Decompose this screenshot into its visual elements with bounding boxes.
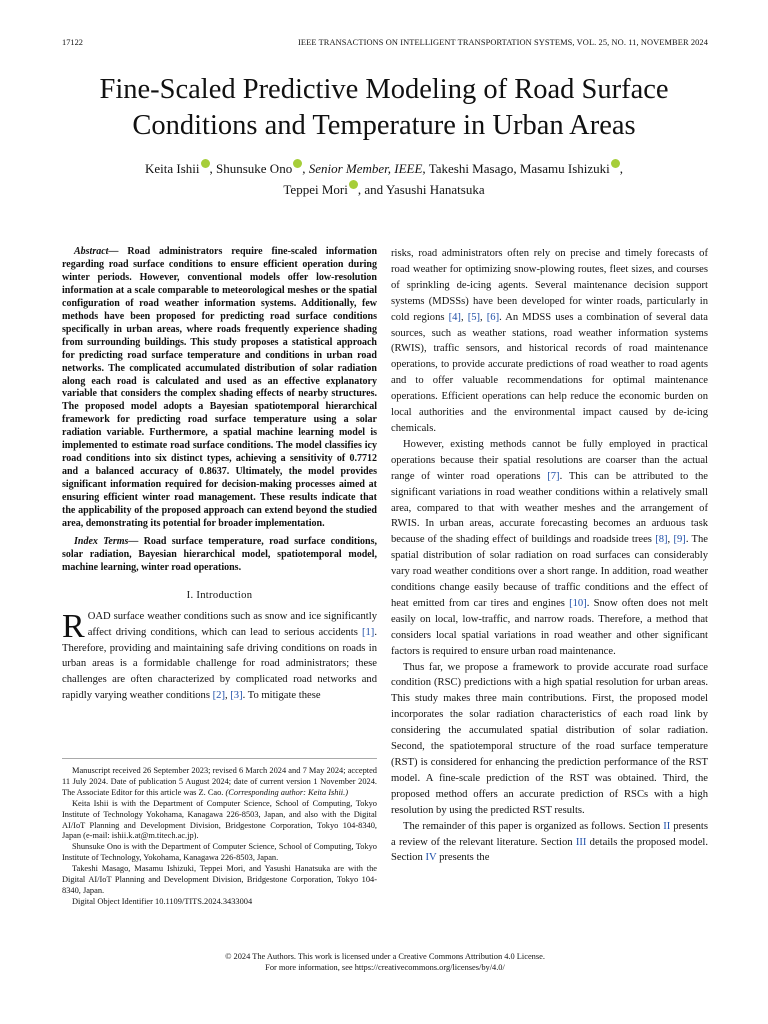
journal-name: IEEE TRANSACTIONS ON INTELLIGENT TRANSPORTATION SYSTEMS, VOL. 25, NO. 11, NOVEMBER 2024 <box>298 38 708 47</box>
footnotes <box>62 766 377 908</box>
footnote-affiliation: Takeshi Masago, Masamu Ishizuki, Teppei Mori, and Yasushi Hanatsuka are with the Digital AI/IoT Planning and Development Division, Bridgestone Corporation, Tokyo 104-8340, Japan. <box>62 864 377 895</box>
citation-link[interactable]: [1] <box>361 626 375 638</box>
body-paragraph: However, existing methods cannot be fully employed in practical operations because their spatial resolutions are coarser than the actual range of winter road operations [7]. This can be attributed to the significant variations in road weather conditions within a relatively small area, compared to that with weather meshes and the arrangement of RWIS. In urban areas, accurate forecasting becomes an arduous task because of the shading effect of buildings and roadside trees [8], [9]. The spatial distribution of solar radiation on road surfaces can considerably vary road weather conditions over a short range. In addition, road weather conditions change easily because of traffic conditions and the effect of heat emitted from car tires and engines [10]. Snow often does not melt easily on local, low-traffic, and narrow roads. Therefore, a method that considers local spatial variations in road weather and other significant factors is required to ensure urban road maintenance. <box>391 438 709 657</box>
author-name: Shunsuke Ono <box>216 161 293 176</box>
abstract-text: Road administrators require fine-scaled information regarding road surface conditions to ensure efficient operation during winter periods. However, conventional models offer low-resolution information at a scale comparable to meteorological meshes or the spatial configuration of road weather information systems. Additionally, few methods have been proposed for predicting road surface conditions specifically in urban areas, where roads frequently experience shading from surrounding buildings. This study proposes a statistical approach for predicting road surface temperature and conditions in urban road networks. The complicated accumulated distribution of solar radiation along each road is calculated and used as an effective explanatory variable that considers the complex shading effects of nearby structures. The proposed model adopts a Bayesian spatiotemporal hierarchical framework for predicting road surface temperature using a solar radiation variable. Furthermore, a spatial machine learning model is implemented to estimate road surface conditions. The model classifies icy road conditions into six distinct types, achieving a sensitivity of 0.7712 and a balanced accuracy of 0.8637. Ultimately, the model provides significant information required for decision-making processes aimed at ensuring efficient winter road management. These results indicate that the applicability of the proposed approach can extend beyond the studied area, demonstrating its potential for broader implementation. <box>62 246 378 530</box>
abstract <box>62 246 377 531</box>
citation-link[interactable]: [6] <box>486 311 500 323</box>
footnote-affiliation: Keita Ishii is with the Department of Computer Science, School of Computing, Tokyo Institute of Technology Yokohama, Kanagawa 226-8503, Japan, and also with the Digital AI/IoT Planning and Development Division, Bridgestone Corporation, Tokyo 104-8340, Japan (e-mail: ishii.k.at@m.titech.ac.jp). <box>62 798 377 841</box>
citation-link[interactable]: [5] <box>467 311 481 323</box>
citation-link[interactable]: [10] <box>569 597 587 609</box>
footnote-divider <box>62 758 377 759</box>
license-link[interactable]: For more information, see https://creativecommons.org/licenses/by/4.0/ <box>265 963 505 972</box>
footnote-manuscript: Manuscript received 26 September 2023; revised 6 March 2024 and 7 May 2024; accepted 11 July 2024. Date of publication 5 August 2024; date of current version 1 November 2024. The Associate Editor for this article was Z. Cao. (Corresponding author: Keita Ishii.) <box>62 766 377 797</box>
section-link[interactable]: III <box>575 836 587 848</box>
author-list: Keita Ishii , Shunsuke Ono , Senior Member, IEEE, Takeshi Masago, Masamu Ishizuki , Teppei Mori , and Yasushi Hanatsuka <box>144 161 623 197</box>
author-name: Keita Ishii <box>144 161 200 176</box>
orcid-icon[interactable] <box>611 159 620 168</box>
citation-link[interactable]: [4] <box>448 311 461 323</box>
author-name: Masamu Ishizuki <box>519 161 610 176</box>
author-name: Yasushi Hanatsuka <box>385 182 485 197</box>
orcid-icon[interactable] <box>293 159 302 168</box>
page-number: 17122 <box>62 38 83 47</box>
citation-link[interactable]: [2] <box>212 690 225 702</box>
license-notice <box>62 951 708 973</box>
drop-cap: R <box>62 607 85 645</box>
title-line-2: Conditions and Temperature in Urban Areas <box>132 110 636 141</box>
license-line: © 2024 The Authors. This work is licensed under a Creative Commons Attribution 4.0 License. <box>225 952 545 961</box>
author-membership: Senior Member, IEEE <box>308 161 423 176</box>
author-name: Teppei Mori <box>283 182 348 197</box>
index-terms-label: Index Terms— <box>74 535 139 547</box>
footnote-affiliation: Shunsuke Ono is with the Department of Computer Science, School of Computing, Tokyo Institute of Technology, Yokohama, Kanagawa 226-8503, Japan. <box>62 842 377 863</box>
index-terms <box>62 536 377 575</box>
abstract-label: Abstract— <box>74 246 119 257</box>
index-terms-text: Road surface temperature, road surface conditions, solar radiation, Bayesian hierarchical model, spatiotemporal model, machine learning, winter road operations. <box>62 535 377 573</box>
author-name: Takeshi Masago <box>428 161 514 176</box>
body-paragraph: risks, road administrators often rely on precise and timely forecasts of road weather for optimizing snow-plowing routes, fleet sizes, and courses of sprinkling de-icing agents. Several maintenance decision support systems (MDSSs) have been developed for winter roads, particularly in cold regions [4], [5], [6]. An MDSS uses a combination of several data sources, such as weather stations, road weather information systems (RWIS), traffic sensors, and historical records of road maintenance operations, to provide accurate predictions of road weather to road agents and to offer valuable recommendations for optimal maintenance operations. Efficient operations can help reduce the economic burden on local authorities and the environmental impact caused by de-icing chemicals. <box>391 248 709 434</box>
citation-link[interactable]: [7] <box>547 470 560 482</box>
right-column <box>391 246 708 866</box>
title-line-1: Fine-Scaled Predictive Modeling of Road Surface <box>99 74 669 105</box>
body-paragraph: Thus far, we propose a framework to provide accurate road surface condition (RSC) predictions with a high spatial resolution for urban areas. This study makes three main contributions. First, the proposed model incorporates the solar radiation characteristics of each road link by considering the accumulated spatial distribution of solar radiation. Second, the spatiotemporal structure of the road surface temperature (RST) is considered for enhancing the prediction performance of the RST model. A fine-scale prediction of the RST was obtained. Third, the proposed method offers an accurate prediction of RSCs with a high resolution by using the predicted RST results. <box>391 661 708 816</box>
section-heading-introduction: I. Introduction <box>186 589 253 601</box>
section-link[interactable]: IV <box>425 852 437 864</box>
orcid-icon[interactable] <box>349 180 358 189</box>
left-column <box>62 246 377 704</box>
citation-link[interactable]: [8] <box>655 534 668 546</box>
intro-paragraph: ROAD surface weather conditions such as snow and ice significantly affect driving conditions, which can lead to serious accidents [1]. Therefore, providing and maintaining safe driving conditions on roads in urban areas is a formidable challenge for road administrators; these challenges are often characterized by complicated road networks and rapidly varying weather conditions [2], [3]. To mitigate these <box>62 607 377 702</box>
doi: Digital Object Identifier 10.1109/TITS.2024.3433004 <box>72 896 253 906</box>
paper-title <box>40 72 728 144</box>
citation-link[interactable]: [3] <box>230 690 243 702</box>
section-link[interactable]: II <box>663 820 671 832</box>
orcid-icon[interactable] <box>201 159 210 168</box>
citation-link[interactable]: [9] <box>673 534 686 546</box>
body-paragraph: The remainder of this paper is organized as follows. Section II presents a review of the relevant literature. Section III details the proposed model. Section IV presents the <box>391 820 708 864</box>
